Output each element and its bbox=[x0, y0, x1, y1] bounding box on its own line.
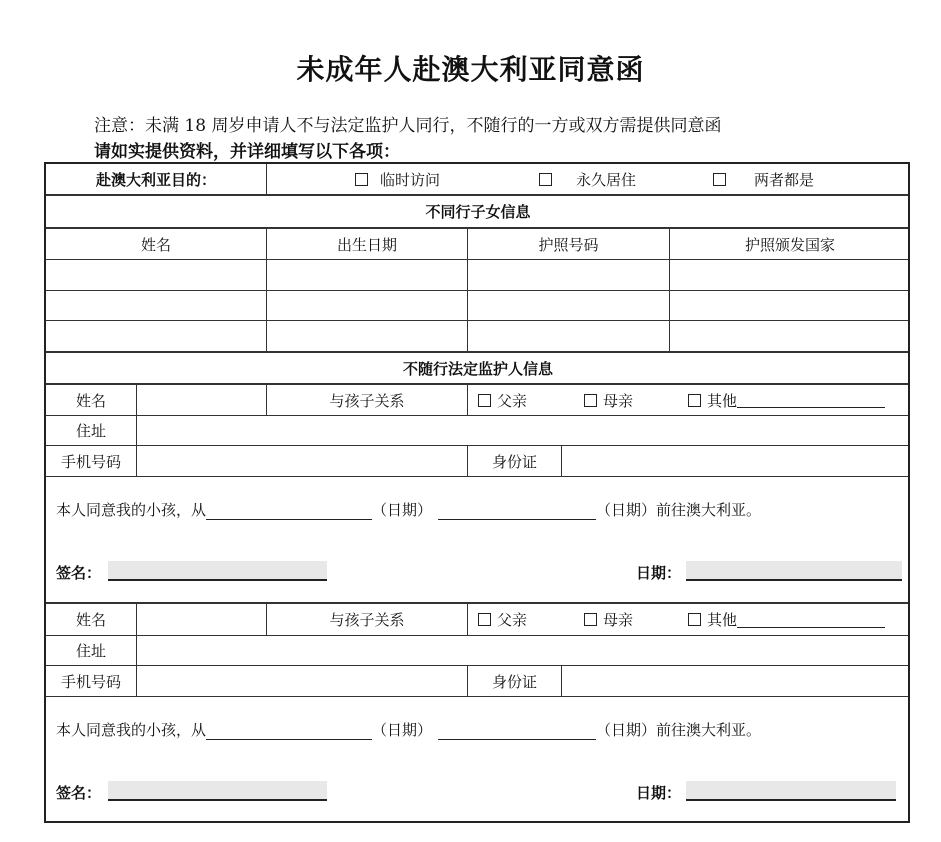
child-name-field[interactable] bbox=[46, 291, 267, 320]
start-date-blank[interactable] bbox=[206, 504, 372, 520]
child-birth-date-field[interactable] bbox=[267, 321, 468, 351]
date-field[interactable] bbox=[686, 781, 896, 801]
checkbox-icon[interactable] bbox=[584, 613, 597, 626]
signature-field[interactable] bbox=[108, 781, 327, 801]
guardian-name-label: 姓名 bbox=[46, 385, 137, 415]
guardian-name-label: 姓名 bbox=[46, 604, 137, 635]
signature-label: 签名： bbox=[56, 784, 102, 802]
child-passport-number-field[interactable] bbox=[468, 291, 670, 320]
column-header-passport-country: 护照颁发国家 bbox=[744, 235, 835, 254]
checkbox-icon[interactable] bbox=[539, 173, 552, 186]
checkbox-icon[interactable] bbox=[688, 613, 701, 626]
child-passport-number-field[interactable] bbox=[468, 321, 670, 351]
phone-label: 手机号码 bbox=[46, 446, 137, 476]
purpose-label: 赴澳大利亚目的： bbox=[46, 164, 267, 194]
relation-option-father[interactable]: 父亲 bbox=[478, 385, 527, 415]
guardian-name-field[interactable] bbox=[137, 385, 267, 415]
phone-field[interactable] bbox=[137, 666, 468, 696]
document-title: 未成年人赴澳大利亚同意函 bbox=[296, 53, 645, 86]
instruction-text: 请如实提供资料，并详细填写以下各项： bbox=[94, 142, 400, 162]
guardian-name-row bbox=[46, 385, 908, 416]
guardian-name-field[interactable] bbox=[137, 604, 267, 635]
end-date-blank[interactable] bbox=[438, 724, 596, 740]
other-relation-blank[interactable] bbox=[737, 392, 885, 408]
consent-block bbox=[46, 477, 908, 604]
child-row bbox=[46, 260, 908, 291]
note-text: 注意：未满 18 周岁申请人不与法定监护人同行，不随行的一方或双方需提供同意函 bbox=[94, 116, 722, 136]
relation-option-mother[interactable]: 母亲 bbox=[584, 604, 633, 635]
checkbox-icon[interactable] bbox=[584, 394, 597, 407]
date-label: 日期： bbox=[636, 564, 682, 582]
child-passport-country-field[interactable] bbox=[670, 291, 910, 320]
address-label: 住址 bbox=[46, 636, 137, 665]
child-passport-number-field[interactable] bbox=[468, 260, 670, 290]
date-field[interactable] bbox=[686, 561, 902, 581]
consent-statement: 本人同意我的小孩，从 （日期） （日期）前往澳大利亚。 bbox=[56, 721, 762, 739]
guardian-name-row bbox=[46, 604, 908, 636]
phone-label: 手机号码 bbox=[46, 666, 137, 696]
date-label: 日期： bbox=[636, 784, 682, 802]
option-permanent-residence[interactable]: 永久居住 bbox=[539, 164, 636, 194]
consent-block bbox=[46, 697, 908, 823]
guardian-address-row bbox=[46, 416, 908, 446]
other-relation-blank[interactable] bbox=[737, 612, 885, 628]
consent-statement: 本人同意我的小孩，从 （日期） （日期）前往澳大利亚。 bbox=[56, 501, 762, 519]
relation-option-other[interactable]: 其他 bbox=[688, 385, 885, 415]
consent-form bbox=[44, 162, 910, 823]
checkbox-icon[interactable] bbox=[478, 613, 491, 626]
checkbox-icon[interactable] bbox=[355, 173, 368, 186]
option-temporary-visit[interactable]: 临时访问 bbox=[355, 164, 440, 194]
option-both[interactable]: 两者都是 bbox=[713, 164, 814, 194]
relation-option-father[interactable]: 父亲 bbox=[478, 604, 527, 635]
child-row bbox=[46, 321, 908, 353]
column-header-birth-date: 出生日期 bbox=[267, 229, 468, 259]
address-label: 住址 bbox=[46, 416, 137, 445]
column-header-passport-number: 护照号码 bbox=[468, 229, 670, 259]
child-birth-date-field[interactable] bbox=[267, 260, 468, 290]
purpose-row bbox=[46, 164, 908, 196]
child-row bbox=[46, 291, 908, 321]
guardian-phone-row bbox=[46, 446, 908, 477]
address-field[interactable] bbox=[137, 636, 910, 665]
signature-label: 签名： bbox=[56, 564, 102, 582]
child-passport-country-field[interactable] bbox=[670, 321, 910, 351]
child-passport-country-field[interactable] bbox=[670, 260, 910, 290]
guardian-address-row bbox=[46, 636, 908, 666]
id-card-field[interactable] bbox=[562, 666, 910, 696]
address-field[interactable] bbox=[137, 416, 910, 445]
children-section-title-row bbox=[46, 196, 908, 229]
phone-field[interactable] bbox=[137, 446, 468, 476]
relation-label: 与孩子关系 bbox=[267, 604, 468, 635]
guardian-section-title-row bbox=[46, 353, 908, 385]
checkbox-icon[interactable] bbox=[478, 394, 491, 407]
start-date-blank[interactable] bbox=[206, 724, 372, 740]
relation-label: 与孩子关系 bbox=[267, 385, 468, 415]
column-header-name: 姓名 bbox=[46, 229, 267, 259]
checkbox-icon[interactable] bbox=[688, 394, 701, 407]
relation-option-other[interactable]: 其他 bbox=[688, 604, 885, 635]
end-date-blank[interactable] bbox=[438, 504, 596, 520]
child-name-field[interactable] bbox=[46, 321, 267, 351]
children-section-title: 不同行子女信息 bbox=[425, 203, 531, 221]
relation-option-mother[interactable]: 母亲 bbox=[584, 385, 633, 415]
id-card-label: 身份证 bbox=[468, 446, 562, 476]
id-card-field[interactable] bbox=[562, 446, 910, 476]
checkbox-icon[interactable] bbox=[713, 173, 726, 186]
child-name-field[interactable] bbox=[46, 260, 267, 290]
id-card-label: 身份证 bbox=[468, 666, 562, 696]
signature-field[interactable] bbox=[108, 561, 327, 581]
child-birth-date-field[interactable] bbox=[267, 291, 468, 320]
guardian-phone-row bbox=[46, 666, 908, 697]
guardian-section-title: 不随行法定监护人信息 bbox=[402, 359, 553, 378]
children-header-row bbox=[46, 229, 908, 260]
